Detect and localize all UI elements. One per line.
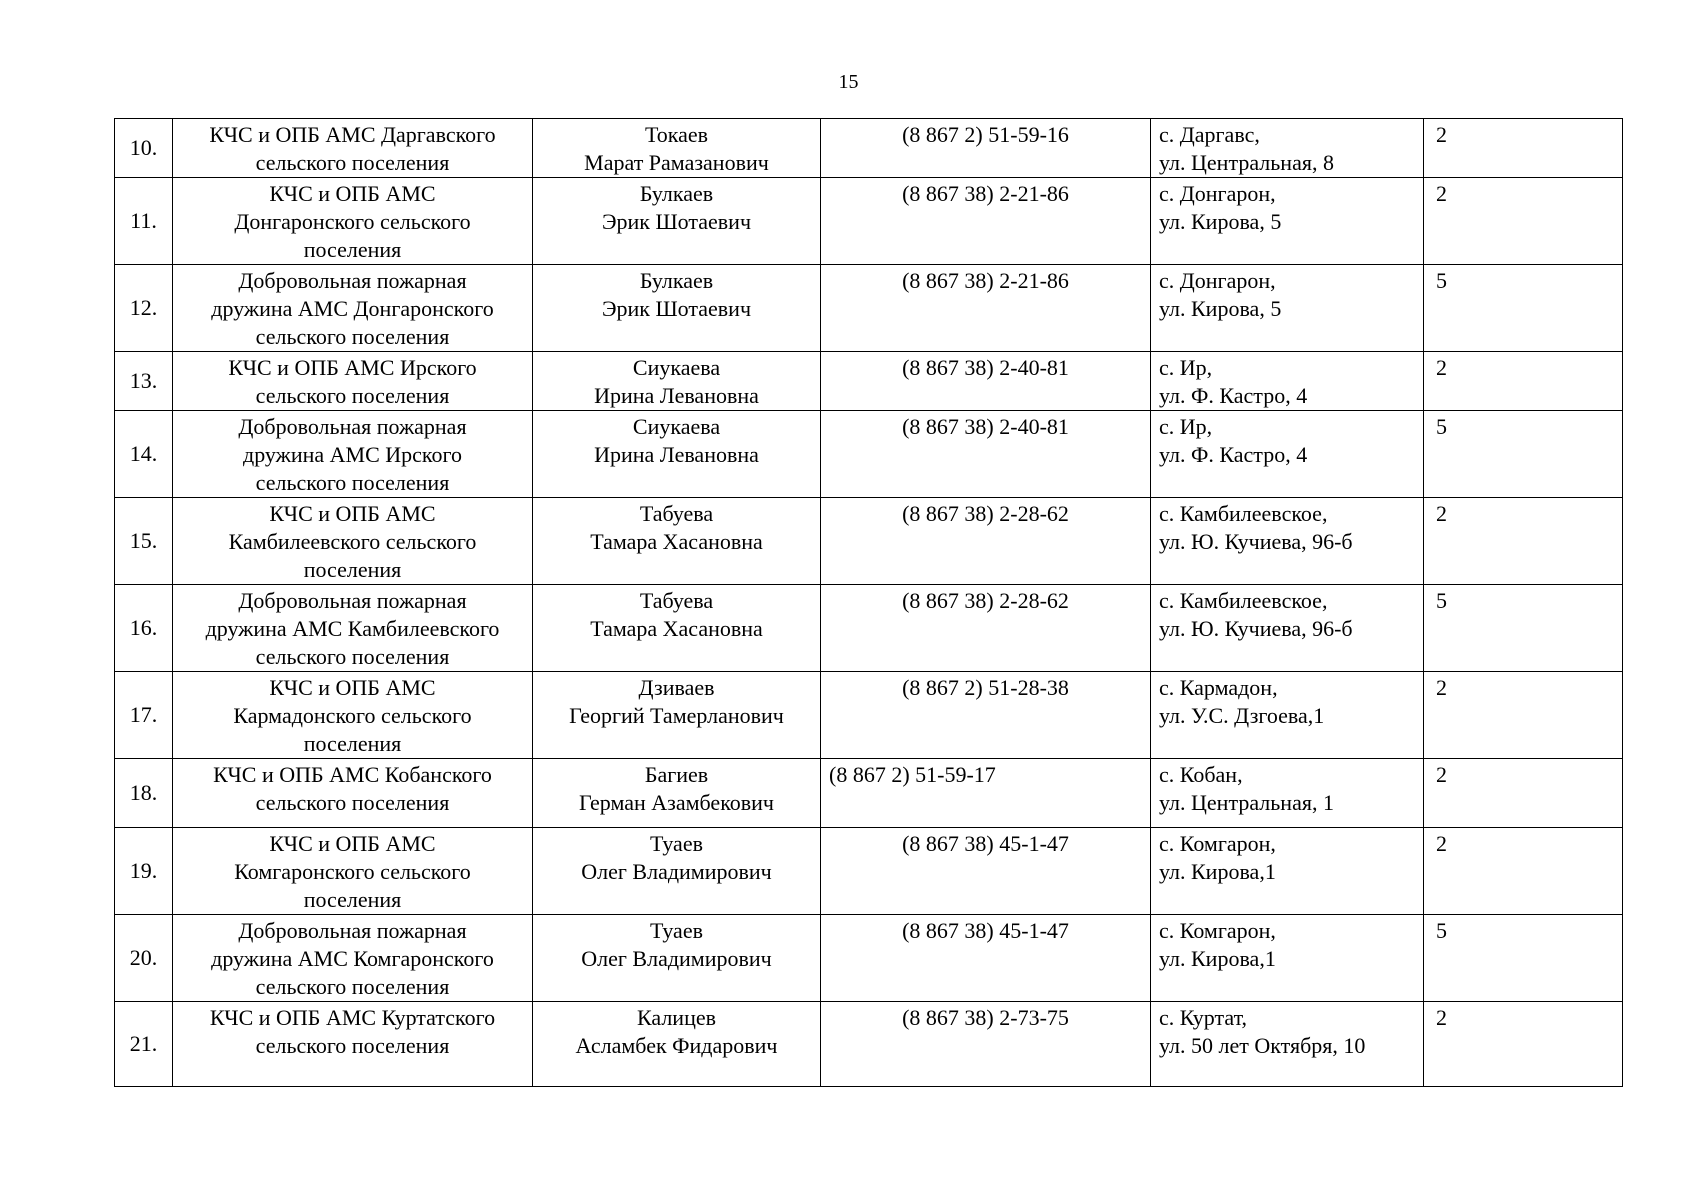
organization-cell: КЧС и ОПБ АМС Кобанского сельского поселения: [173, 759, 533, 828]
table-row: [115, 1002, 1623, 1087]
row-number: 17.: [115, 672, 173, 759]
address-cell: с. Комгарон, ул. Кирова,1: [1151, 828, 1424, 915]
responsible-person-cell: Табуева Тамара Хасановна: [533, 585, 821, 672]
table-row: [115, 498, 1623, 585]
table-row: [115, 265, 1623, 352]
organization-cell: КЧС и ОПБ АМС Камбилеевского сельского поселения: [173, 498, 533, 585]
count-cell: 2: [1424, 119, 1623, 178]
row-number: 11.: [115, 178, 173, 265]
address-cell: с. Ир, ул. Ф. Кастро, 4: [1151, 352, 1424, 411]
phone-cell: (8 867 38) 2-40-81: [821, 352, 1151, 411]
responsible-person-cell: Сиукаева Ирина Левановна: [533, 352, 821, 411]
organization-cell: Добровольная пожарная дружина АМС Камбилеевского сельского поселения: [173, 585, 533, 672]
count-cell: 5: [1424, 265, 1623, 352]
row-number: 18.: [115, 759, 173, 828]
responsible-person-cell: Булкаев Эрик Шотаевич: [533, 178, 821, 265]
phone-cell: (8 867 2) 51-28-38: [821, 672, 1151, 759]
count-cell: 5: [1424, 915, 1623, 1002]
phone-cell: (8 867 38) 2-28-62: [821, 498, 1151, 585]
row-number: 10.: [115, 119, 173, 178]
address-cell: с. Куртат, ул. 50 лет Октября, 10: [1151, 1002, 1424, 1087]
address-cell: с. Кармадон, ул. У.С. Дзгоева,1: [1151, 672, 1424, 759]
organization-cell: КЧС и ОПБ АМС Куртатского сельского поселения: [173, 1002, 533, 1087]
address-cell: с. Камбилеевское, ул. Ю. Кучиева, 96-б: [1151, 585, 1424, 672]
phone-cell: (8 867 2) 51-59-17: [821, 759, 1151, 828]
count-cell: 2: [1424, 828, 1623, 915]
count-cell: 5: [1424, 411, 1623, 498]
responsible-person-cell: Сиукаева Ирина Левановна: [533, 411, 821, 498]
row-number: 20.: [115, 915, 173, 1002]
table-row: [115, 915, 1623, 1002]
address-cell: с. Ир, ул. Ф. Кастро, 4: [1151, 411, 1424, 498]
responsible-person-cell: Токаев Марат Рамазанович: [533, 119, 821, 178]
count-cell: 2: [1424, 1002, 1623, 1087]
phone-cell: (8 867 38) 2-21-86: [821, 265, 1151, 352]
phone-cell: (8 867 38) 45-1-47: [821, 828, 1151, 915]
responsible-person-cell: Табуева Тамара Хасановна: [533, 498, 821, 585]
organization-cell: КЧС и ОПБ АМС Комгаронского сельского поселения: [173, 828, 533, 915]
address-cell: с. Комгарон, ул. Кирова,1: [1151, 915, 1424, 1002]
row-number: 15.: [115, 498, 173, 585]
page-number: 15: [838, 71, 859, 93]
table-row: [115, 585, 1623, 672]
phone-cell: (8 867 2) 51-59-16: [821, 119, 1151, 178]
phone-cell: (8 867 38) 2-21-86: [821, 178, 1151, 265]
table-row: [115, 828, 1623, 915]
organization-cell: КЧС и ОПБ АМС Даргавского сельского поселения: [173, 119, 533, 178]
row-number: 13.: [115, 352, 173, 411]
organization-cell: КЧС и ОПБ АМС Донгаронского сельского поселения: [173, 178, 533, 265]
row-number: 16.: [115, 585, 173, 672]
phone-cell: (8 867 38) 2-40-81: [821, 411, 1151, 498]
table-row: [115, 411, 1623, 498]
address-cell: с. Камбилеевское, ул. Ю. Кучиева, 96-б: [1151, 498, 1424, 585]
organization-cell: Добровольная пожарная дружина АМС Комгаронского сельского поселения: [173, 915, 533, 1002]
responsible-person-cell: Дзиваев Георгий Тамерланович: [533, 672, 821, 759]
table-row: [115, 352, 1623, 411]
count-cell: 2: [1424, 759, 1623, 828]
count-cell: 2: [1424, 352, 1623, 411]
responsible-person-cell: Туаев Олег Владимирович: [533, 828, 821, 915]
count-cell: 5: [1424, 585, 1623, 672]
organization-cell: Добровольная пожарная дружина АМС Ирского сельского поселения: [173, 411, 533, 498]
phone-cell: (8 867 38) 45-1-47: [821, 915, 1151, 1002]
responsible-person-cell: Туаев Олег Владимирович: [533, 915, 821, 1002]
table-row: [115, 178, 1623, 265]
organizations-table: [114, 118, 1623, 1087]
phone-cell: (8 867 38) 2-28-62: [821, 585, 1151, 672]
table-row: [115, 672, 1623, 759]
address-cell: с. Донгарон, ул. Кирова, 5: [1151, 265, 1424, 352]
responsible-person-cell: Булкаев Эрик Шотаевич: [533, 265, 821, 352]
table-row: [115, 119, 1623, 178]
count-cell: 2: [1424, 672, 1623, 759]
address-cell: с. Даргавс, ул. Центральная, 8: [1151, 119, 1424, 178]
address-cell: с. Кобан, ул. Центральная, 1: [1151, 759, 1424, 828]
count-cell: 2: [1424, 178, 1623, 265]
address-cell: с. Донгарон, ул. Кирова, 5: [1151, 178, 1424, 265]
responsible-person-cell: Калицев Асламбек Фидарович: [533, 1002, 821, 1087]
table-row: [115, 759, 1623, 828]
organization-cell: Добровольная пожарная дружина АМС Донгаронского сельского поселения: [173, 265, 533, 352]
row-number: 14.: [115, 411, 173, 498]
row-number: 21.: [115, 1002, 173, 1087]
row-number: 12.: [115, 265, 173, 352]
responsible-person-cell: Багиев Герман Азамбекович: [533, 759, 821, 828]
row-number: 19.: [115, 828, 173, 915]
count-cell: 2: [1424, 498, 1623, 585]
phone-cell: (8 867 38) 2-73-75: [821, 1002, 1151, 1087]
organization-cell: КЧС и ОПБ АМС Кармадонского сельского поселения: [173, 672, 533, 759]
organization-cell: КЧС и ОПБ АМС Ирского сельского поселения: [173, 352, 533, 411]
